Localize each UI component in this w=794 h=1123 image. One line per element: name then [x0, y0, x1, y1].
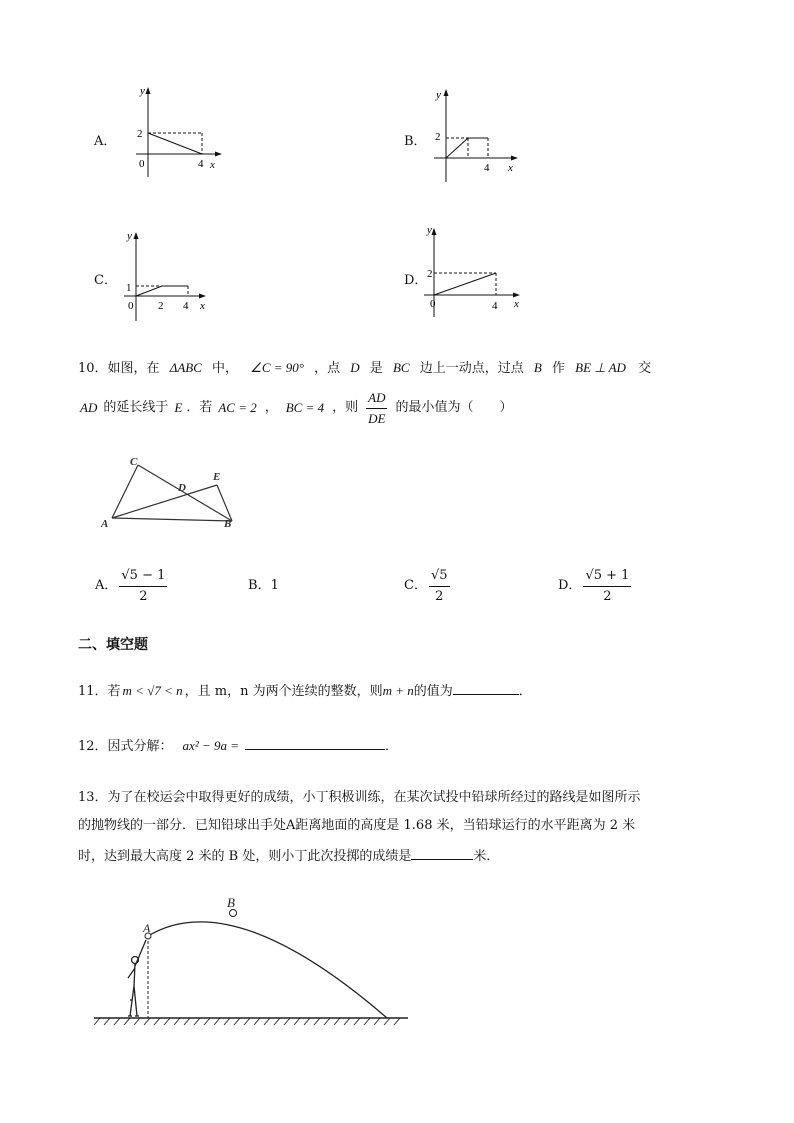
axis-x-label: x [210, 159, 215, 171]
q10-option-a [95, 566, 167, 606]
option-d-fraction [583, 566, 631, 607]
origin-label: 0 [139, 158, 145, 170]
q9-option-a [90, 82, 230, 182]
q10-figure [100, 455, 245, 530]
x-tick-label: 4 [484, 162, 490, 174]
q11-text: 11．若 [78, 684, 121, 699]
q10-text: 中， [212, 361, 239, 376]
option-a-fraction [119, 566, 167, 607]
fraction-denominator: 2 [139, 588, 148, 604]
q10-math: E [174, 400, 183, 415]
fraction-denominator: 2 [435, 588, 444, 604]
option-label: B． [404, 134, 427, 149]
q10-text: ， [264, 400, 278, 415]
q9-option-c [90, 225, 230, 325]
q10-text: ，则 [332, 400, 359, 415]
point-e-label: E [213, 471, 221, 483]
q9-graph-b [426, 82, 526, 182]
q10-math: ΔABC [169, 360, 202, 375]
y-tick-label: 1 [126, 282, 132, 294]
q13-line1: 13．为了在校运会中取得更好的成绩，小丁积极训练，在某次试投中铅球所经过的路线是如图所示 [78, 790, 641, 805]
axis-x-label: x [200, 300, 205, 312]
y-tick-label: 2 [427, 268, 433, 280]
q10-math: B [533, 360, 542, 375]
fraction-denominator: 2 [603, 588, 612, 604]
axis-y-label: y [140, 85, 145, 97]
fraction-numerator: √5 + 1 [583, 566, 631, 587]
point-a-label: A [143, 921, 151, 935]
q13-line2: 的抛物线的一部分．已知铅球出手处A距离地面的高度是 1.68 米，当铅球运行的水平距离为 2 米 [78, 818, 636, 833]
x-tick-label: 2 [158, 300, 164, 312]
q11 [78, 680, 532, 702]
q12-text: 12．因式分解： [78, 739, 173, 754]
option-label: C． [94, 273, 117, 288]
q10-text: 的延长线于 [103, 400, 169, 415]
q11-text: ，且 m，n 为两个连续的整数，则 [184, 684, 383, 699]
q10-math: BC [392, 360, 410, 375]
q12 [78, 735, 398, 757]
q10-option-c [404, 566, 450, 606]
option-label: D． [404, 273, 428, 288]
axis-y-label: y [427, 225, 432, 236]
q10-line2 [80, 388, 513, 428]
axis-y-label: y [127, 230, 132, 242]
option-label: B． [248, 578, 271, 593]
point-b-label: B [227, 895, 235, 910]
q9-graph-d [424, 225, 534, 325]
q10-math: AD [80, 400, 98, 415]
fraction-numerator: √5 − 1 [119, 566, 167, 587]
q13-line3 [78, 845, 499, 867]
fraction-numerator: AD [366, 388, 387, 409]
q9-option-d [400, 225, 540, 325]
q12-text: ． [385, 739, 399, 754]
point-c-label: C [130, 456, 138, 468]
q11-math: m < √7 < n [122, 683, 183, 698]
origin-label: 0 [128, 300, 134, 312]
fraction-denominator: DE [368, 410, 386, 426]
q10-text: ，点 [314, 361, 341, 376]
option-label: C． [404, 578, 427, 593]
y-tick-label: 2 [137, 128, 143, 140]
origin-label: 0 [430, 298, 436, 310]
q10-math: ∠C = 90° [250, 360, 304, 375]
q10-option-d [558, 566, 631, 606]
q9-option-b [400, 82, 540, 182]
q10-line1 [78, 358, 651, 379]
x-tick-label: 4 [183, 300, 189, 312]
q10-math: BC = 4 [285, 400, 325, 415]
q11-math: m + n [382, 683, 414, 698]
q10-text: ．若 [186, 400, 213, 415]
fraction-numerator: √5 [429, 566, 450, 587]
answer-blank[interactable] [245, 735, 385, 750]
point-b-label: B [224, 518, 232, 530]
answer-blank[interactable] [411, 845, 473, 860]
q10-text: 10．如图，在 [78, 361, 160, 376]
axis-x-label: x [508, 162, 513, 174]
option-label: A． [94, 134, 117, 149]
q9-graph-a [126, 82, 226, 182]
q11-text: ． [518, 684, 532, 699]
q10-math: AC = 2 [218, 400, 257, 415]
point-a-label: A [101, 518, 109, 530]
q13-figure [90, 890, 420, 1030]
x-tick-label: 4 [492, 300, 498, 312]
q10-text: 交 [638, 361, 652, 376]
axis-y-label: y [436, 89, 441, 101]
point-d-label: D [178, 482, 186, 494]
option-value: 1 [270, 578, 279, 593]
q10-math: D [350, 360, 360, 375]
q10-option-b [248, 576, 279, 596]
q10-text: 作 [551, 361, 565, 376]
y-tick-label: 2 [435, 131, 441, 143]
q10-text: 边上一动点，过点 [419, 361, 524, 376]
q10-text: 的最小值为（ ） [395, 400, 513, 415]
answer-blank[interactable] [453, 680, 519, 695]
section-title: 二、填空题 [78, 637, 148, 653]
q10-math: BE ⊥ AD [575, 360, 626, 375]
q13-text: 时，达到最大高度 2 米的 B 处，则小丁此次投掷的成绩是 [78, 849, 412, 864]
q10-fraction [366, 388, 387, 429]
q12-math: ax² − 9a = [182, 738, 240, 753]
axis-x-label: x [514, 298, 519, 310]
thrower-figure [128, 940, 146, 1016]
option-label: D． [558, 578, 582, 593]
option-c-fraction [429, 566, 450, 607]
q10-text: 是 [369, 361, 383, 376]
x-tick-label: 4 [198, 158, 204, 170]
q11-text: 的值为 [413, 684, 453, 699]
option-label: A． [95, 578, 118, 593]
q13-text: 米． [473, 849, 500, 864]
q9-graph-c [116, 225, 216, 325]
